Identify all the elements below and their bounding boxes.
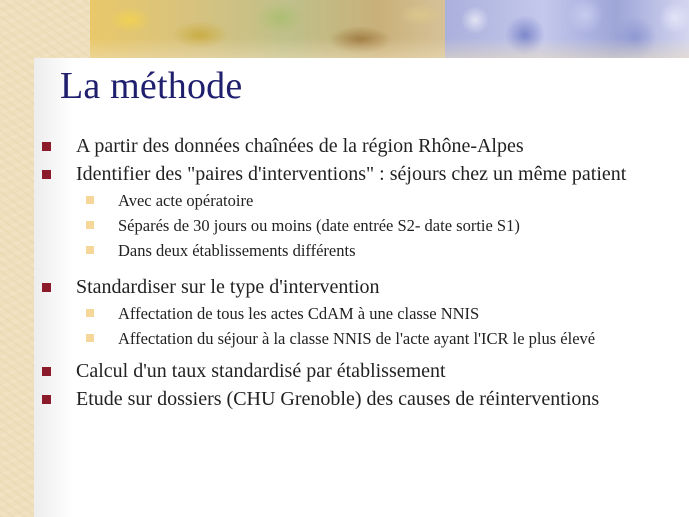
bullet-list xyxy=(40,134,650,411)
bullet-item xyxy=(40,359,650,383)
sub-bullet-item xyxy=(76,328,650,349)
banner-fade xyxy=(90,38,689,58)
sub-bullet-text: Séparés de 30 jours ou moins (date entrée S2- date sortie S1) xyxy=(118,216,520,235)
bullet-text: Etude sur dossiers (CHU Grenoble) des causes de réinterventions xyxy=(76,388,600,410)
sub-bullet-item xyxy=(76,240,650,261)
sub-bullet-item xyxy=(76,215,650,236)
bullet-text: Calcul d'un taux standardisé par établissement xyxy=(76,360,446,382)
bullet-text: A partir des données chaînées de la région Rhône-Alpes xyxy=(76,135,524,157)
sub-bullet-item xyxy=(76,303,650,324)
bullet-item xyxy=(40,275,650,299)
decorative-banner xyxy=(90,0,689,58)
slide-title: La méthode xyxy=(60,65,243,107)
square-bullet-icon xyxy=(42,367,51,376)
square-bullet-icon xyxy=(42,283,51,292)
bullet-text: Standardiser sur le type d'intervention xyxy=(76,276,380,298)
sub-bullet-item xyxy=(76,190,650,211)
square-bullet-icon xyxy=(42,142,51,151)
square-sub-bullet-icon xyxy=(86,246,94,254)
bullet-item xyxy=(40,162,650,186)
square-bullet-icon xyxy=(42,395,51,404)
sub-bullet-text: Affectation de tous les actes CdAM à une classe NNIS xyxy=(118,304,480,323)
square-sub-bullet-icon xyxy=(86,196,94,204)
square-sub-bullet-icon xyxy=(86,221,94,229)
square-sub-bullet-icon xyxy=(86,309,94,317)
sub-bullet-text: Avec acte opératoire xyxy=(118,191,254,210)
square-sub-bullet-icon xyxy=(86,334,94,342)
sub-bullet-text: Affectation du séjour à la classe NNIS de l'acte ayant l'ICR le plus élevé xyxy=(118,329,596,348)
bullet-item xyxy=(40,134,650,158)
bullet-text: Identifier des "paires d'interventions" : séjours chez un même patient xyxy=(76,163,627,185)
bullet-item xyxy=(40,387,650,411)
square-bullet-icon xyxy=(42,170,51,179)
sub-bullet-text: Dans deux établissements différents xyxy=(118,241,356,260)
